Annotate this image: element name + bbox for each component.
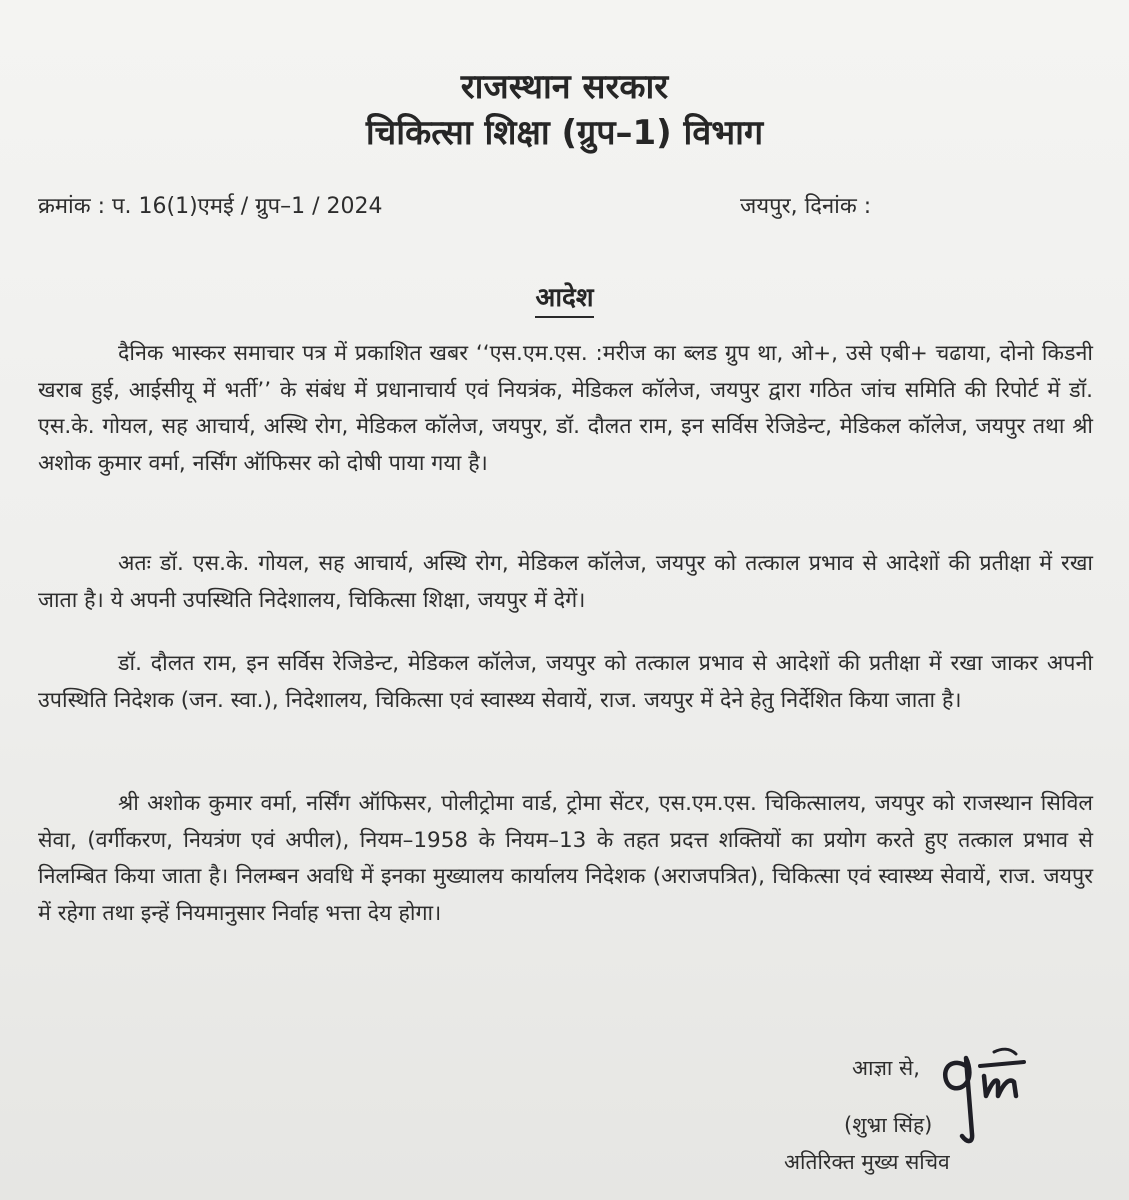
signatory-name: (शुभ्रा सिंह)	[844, 1113, 933, 1137]
handwritten-signature	[932, 1036, 1082, 1146]
paragraph-4	[38, 786, 1093, 932]
order-heading	[0, 278, 1129, 314]
paragraph-indent	[38, 341, 118, 366]
paragraph-indent	[38, 791, 118, 816]
paragraph-indent	[38, 651, 118, 676]
paragraph-1	[38, 336, 1093, 482]
place-date: जयपुर, दिनांक :	[740, 194, 872, 219]
paragraph-3	[38, 646, 1093, 719]
government-title: राजस्थान सरकार	[460, 67, 669, 107]
paragraph-indent	[38, 551, 118, 576]
signatory-designation: अतिरिक्त मुख्य सचिव	[784, 1150, 950, 1174]
paragraph-3-text: डॉ. दौलत राम, इन सर्विस रेजिडेन्ट, मेडिकल कॉलेज, जयपुर को तत्काल प्रभाव से आदेशों की प्रतीक्षा में रखा जाकर अपनी उपस्थिति निदेशक (जन. स्वा.), निदेशालय, चिकित्सा एवं स्वास्थ्य सेवायें, राज. जयपुर में देने हेतु निर्देशित किया जाता है।	[38, 651, 1093, 713]
reference-number: क्रमांक : प. 16(1)एमई / ग्रुप–1 / 2024	[38, 194, 383, 219]
paragraph-1-text: दैनिक भास्कर समाचार पत्र में प्रकाशित खबर ‘‘एस.एम.एस. :मरीज का ब्लड ग्रुप था, ओ+, उसे एबी+ चढाया, दोनो किडनी खराब हुई, आईसीयू में भर्ती’’ के संबंध में प्रधानाचार्य एवं नियत्रंक, मेडिकल कॉलेज, जयपुर द्वारा गठित जांच समिति की रिपोर्ट में डॉ. एस.के. गोयल, सह आचार्य, अस्थि रोग, मेडिकल कॉलेज, जयपुर, डॉ. दौलत राम, इन सर्विस रेजिडेन्ट, मेडिकल कॉलेज, जयपुर तथा श्री अशोक कुमार वर्मा, नर्सिंग ऑफिसर को दोषी पाया गया है।	[38, 341, 1093, 476]
paragraph-2	[38, 546, 1093, 619]
order-heading-text: आदेश	[535, 283, 593, 318]
paragraph-2-text: अतः डॉ. एस.के. गोयल, सह आचार्य, अस्थि रोग, मेडिकल कॉलेज, जयपुर को तत्काल प्रभाव से आदेशों की प्रतीक्षा में रखा जाता है। ये अपनी उपस्थिति निदेशालय, चिकित्सा शिक्षा, जयपुर में देगें।	[38, 551, 1093, 613]
department-title: चिकित्सा शिक्षा (ग्रुप–1) विभाग	[365, 113, 764, 153]
signature-block	[780, 1036, 1100, 1186]
by-order-label: आज्ञा से,	[852, 1056, 920, 1080]
paragraph-4-text: श्री अशोक कुमार वर्मा, नर्सिंग ऑफिसर, पोलीट्रोमा वार्ड, ट्रोमा सेंटर, एस.एम.एस. चिकित्सालय, जयपुर को राजस्थान सिविल सेवा, (वर्गीकरण, नियत्रंण एवं अपील), नियम–1958 के नियम–13 के तहत प्रदत्त शक्तियों का प्रयोग करते हुए तत्काल प्रभाव से निलम्बित किया जाता है। निलम्बन अवधि में इनका मुख्यालय कार्यालय निदेशक (अराजपत्रित), चिकित्सा एवं स्वास्थ्य सेवायें, राज. जयपुर में रहेगा तथा इन्हें नियमानुसार निर्वाह भत्ता देय होगा।	[38, 791, 1093, 926]
